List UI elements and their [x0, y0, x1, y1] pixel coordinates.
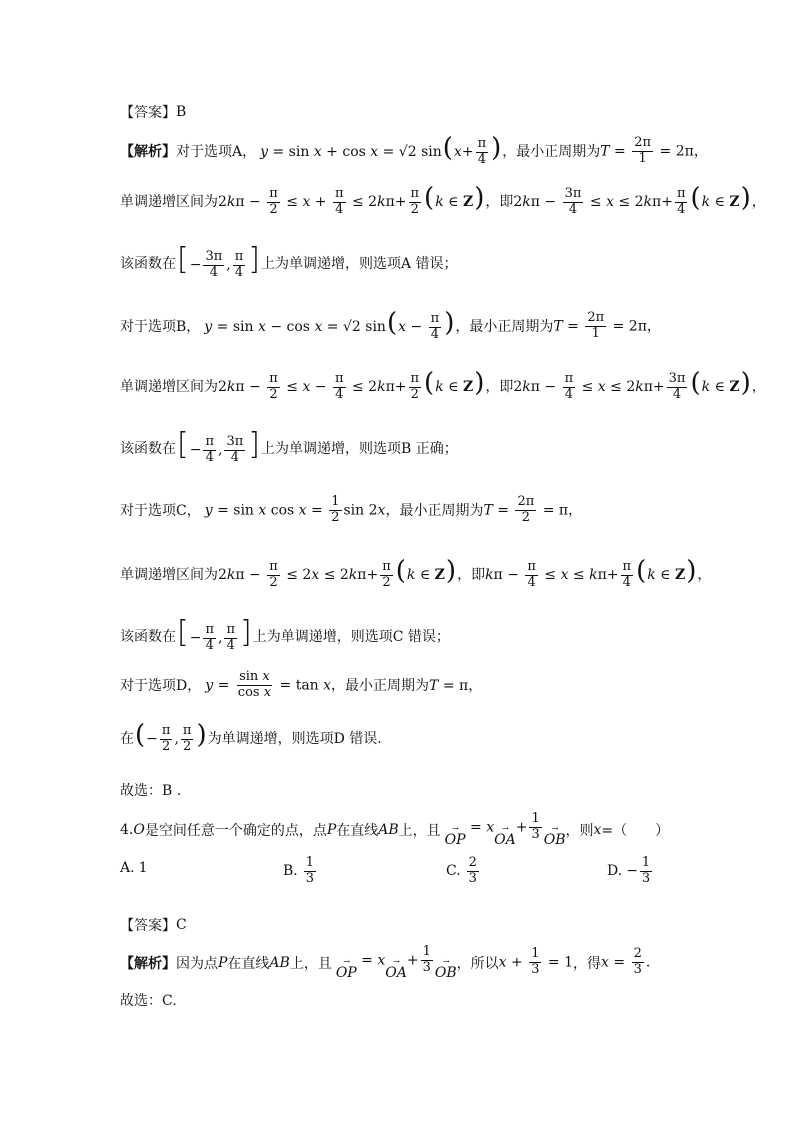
analysis-line-8: 单调递增区间为 2kπ − $\frac{\pi}{2}$ ≤ 2x ≤ 2kπ+ $\frac{\pi}{2}$ (k ∈ Z)， 即 kπ − $\frac{\pi}{4}$ ≤ x ≤ kπ+ $\frac{\pi}{4}$ (k ∈ Z)，: [120, 556, 712, 590]
answer-line: [120, 102, 186, 122]
analysis-line-3: 该函数在 [− $\frac{3\pi}{4}$ , $\frac{\pi}{4}$ ] 上为单调递增，则选项A 错误；: [120, 242, 458, 280]
analysis-line-7: 对于选项C， y = sin x cos x = $\frac{1}{2}$ sin 2x， 最小正周期为 T = $\frac{2\pi}{2}$ = π，: [120, 494, 583, 525]
answer-label: 【答案】: [120, 105, 176, 121]
analysis-line-6: 该函数在 [− $\frac{\pi}{4}$ , $\frac{3\pi}{4}$ ] 上为单调递增，则选项B 正确；: [120, 427, 458, 465]
analysis-line-1: 【解析】 对于选项A， y = sin x + cos x = √2 sin(x+ $\frac{\pi}{4}$ ) ， 最小正周期为 T = $\frac{2\pi}{1}$ = 2π，: [120, 133, 708, 167]
analysis-line-9: 该函数在 [− $\frac{\pi}{4}$ , $\frac{\pi}{4}$ ] 上为单调递增，则选项C 错误；: [120, 615, 450, 653]
analysis-line-5: 单调递增区间为 2kπ − $\frac{\pi}{2}$ ≤ x − $\frac{\pi}{4}$ ≤ 2kπ+ $\frac{\pi}{2}$ (k ∈ Z)， 即 2kπ − $\frac{\pi}{4}$ ≤ x ≤ 2kπ+ $\frac{3\pi}{4}$ (k ∈ Z)，: [120, 368, 766, 402]
answer-value: B: [176, 104, 187, 120]
answer-line-2: 【答案】 C: [120, 917, 187, 934]
analysis-line-2: 单调递增区间为 2kπ − $\frac{\pi}{2}$ ≤ x + $\frac{\pi}{4}$ ≤ 2kπ+ $\frac{\pi}{2}$ (k ∈ Z)， 即 2kπ − $\frac{3\pi}{4}$ ≤ x ≤ 2kπ+ $\frac{\pi}{4}$ (k ∈ Z)，: [120, 183, 766, 217]
option-b[interactable]: B. $\frac{1}{3}$: [283, 855, 315, 886]
analysis-label: 【解析】: [120, 144, 176, 161]
analysis-line-10: 对于选项D， y = $\frac{\text{sin x}}{\text{cos x}}$ = tan x， 最小正周期为 T = π，: [120, 669, 483, 700]
option-d[interactable]: D. − $\frac{1}{3}$: [607, 855, 651, 886]
formula-a: y = sin x + cos x = √2 sin(x+ $\frac{\pi}{4}$ ): [260, 133, 502, 167]
analysis-line-12: 故选：B .: [120, 783, 182, 799]
analysis2-end: 故选：C.: [120, 993, 177, 1009]
option-a[interactable]: A. 1: [120, 860, 148, 876]
analysis-line-11: 在 (− $\frac{\pi}{2}$ , $\frac{\pi}{2}$ ) 为单调递增，则选项D 错误.: [120, 720, 382, 754]
option-c[interactable]: C. $\frac{2}{3}$: [446, 855, 477, 886]
question-4: 4. O 是空间任意一个确定的点，点 P 在直线 AB 上，且 → OP = x → OA + $\frac{1}{3}$ → OB ，则 x =（ ）: [120, 811, 670, 849]
analysis-line-4: 对于选项B， y = sin x − cos x = √2 sin(x − $\frac{\pi}{4}$ )， 最小正周期为 T = $\frac{2\pi}{1}$ = 2π，: [120, 308, 661, 342]
analysis2-line: 【解析】 因为点 P 在直线 AB 上，且 → OP = x → OA + $\frac{1}{3}$ → OB ，所以 x + $\frac{1}{3}$ = 1 ，得 x = $\frac{2}{3}$ .: [120, 944, 651, 982]
